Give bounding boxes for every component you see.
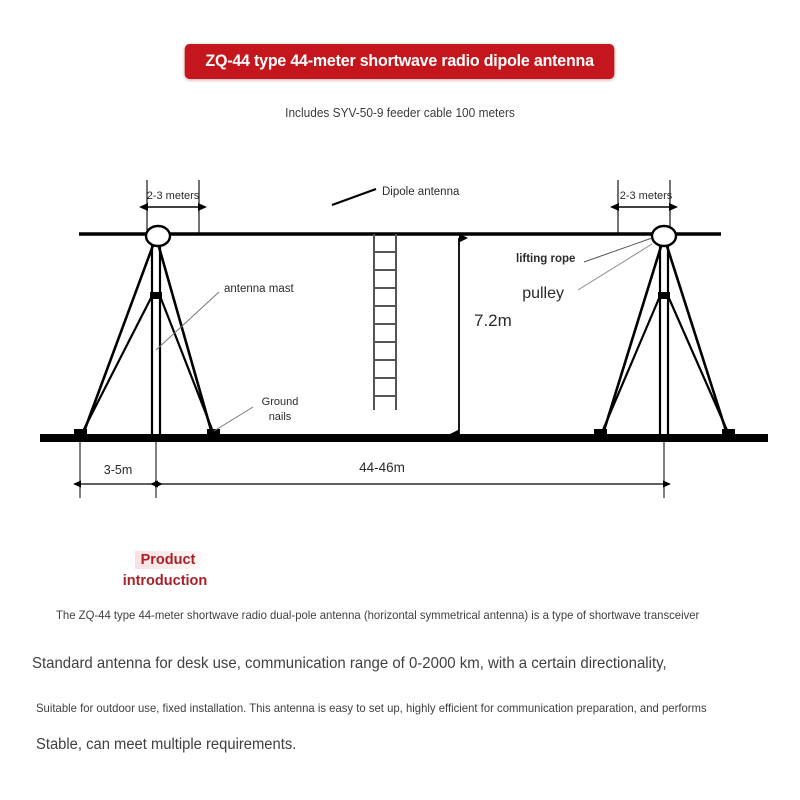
left-top-dimension-label: 2-3 meters [146, 190, 200, 202]
right-top-dimension-label: 2-3 meters [619, 190, 673, 202]
base-dimension-label: 3-5m [103, 463, 133, 477]
ground-nails-label-line2: nails [268, 411, 292, 423]
callout-lifting-rope [516, 238, 652, 265]
product-title-banner: ZQ-44 type 44-meter shortwave radio dipole antenna [185, 44, 615, 79]
description-paragraph-1: The ZQ-44 type 44-meter shortwave radio dual-pole antenna (horizontal symmetrical antenna) is a type of shortwave transceiver [56, 608, 700, 622]
dipole-antenna-label: Dipole antenna [382, 186, 460, 198]
product-introduction-heading-line2: introduction [122, 573, 208, 590]
right-pulley-icon [652, 226, 676, 246]
height-dimension-label: 7.2m [474, 311, 512, 330]
product-introduction-heading [58, 550, 278, 592]
product-introduction-heading-line1: Product [135, 551, 202, 569]
left-pulley-icon [146, 226, 170, 246]
ladder-feeder-line [374, 234, 396, 410]
callout-dipole-antenna [332, 186, 460, 205]
pulley-label: pulley [522, 285, 564, 302]
description-paragraph-3: Suitable for outdoor use, fixed installation. This antenna is easy to set up, highly efficient for communication preparation, and performs [36, 701, 707, 715]
span-dimension-label: 44-46m [359, 460, 405, 475]
description-paragraph-2: Standard antenna for desk use, communication range of 0-2000 km, with a certain directionality, [32, 655, 667, 672]
left-mast-assembly [74, 226, 220, 440]
product-subtitle: Includes SYV-50-9 feeder cable 100 meters [285, 106, 515, 120]
antenna-mast-label: antenna mast [224, 283, 294, 295]
description-paragraph-4: Stable, can meet multiple requirements. [36, 736, 297, 753]
bottom-dimensions [80, 442, 664, 498]
right-mast-assembly [594, 226, 735, 440]
antenna-installation-diagram [0, 150, 800, 520]
ground-nails-label-line1: Ground [261, 396, 299, 408]
title-banner-container [0, 44, 800, 79]
height-dimension [459, 238, 512, 434]
callout-ground-nails [214, 396, 298, 431]
lifting-rope-label: lifting rope [516, 253, 576, 265]
